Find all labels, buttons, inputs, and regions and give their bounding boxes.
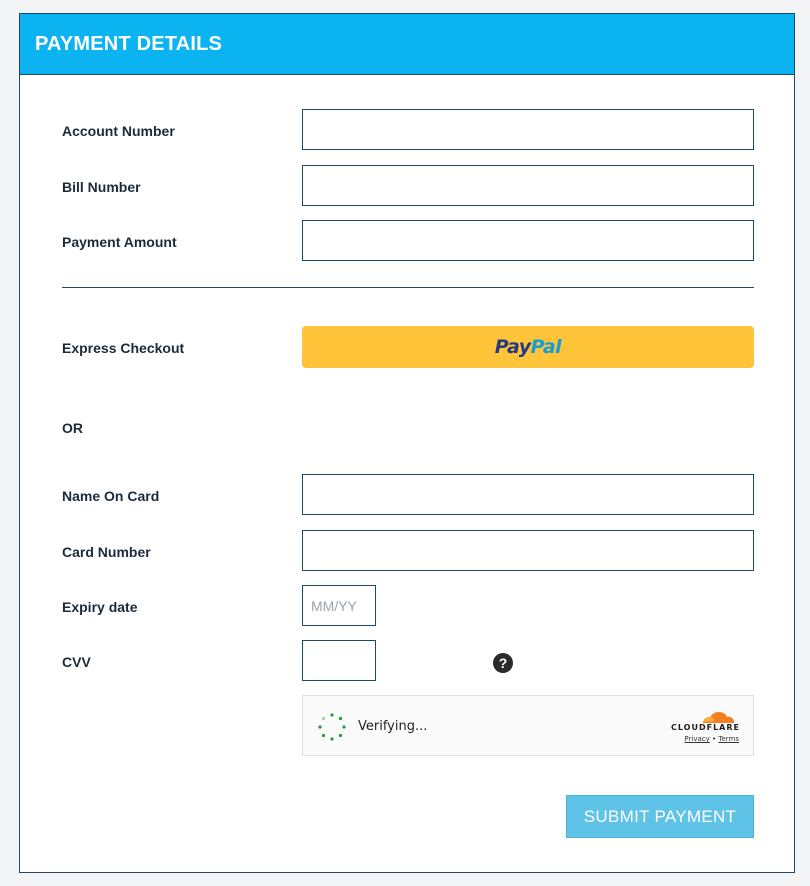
captcha-status-text: Verifying... [358, 719, 428, 734]
cvv-label: CVV [62, 654, 91, 670]
page-title: PAYMENT DETAILS [35, 33, 223, 55]
question-circle-icon[interactable]: ? [493, 653, 513, 673]
payment-details-panel [19, 13, 795, 873]
payment-amount-label: Payment Amount [62, 234, 177, 250]
name-on-card-input[interactable] [302, 474, 754, 515]
cvv-input[interactable] [302, 640, 376, 681]
payment-amount-input[interactable] [302, 220, 754, 261]
card-number-label: Card Number [62, 544, 151, 560]
express-checkout-label: Express Checkout [62, 340, 185, 356]
expiry-date-input[interactable] [302, 585, 376, 626]
name-on-card-label: Name On Card [62, 488, 160, 504]
submit-payment-button[interactable]: SUBMIT PAYMENT [566, 795, 754, 838]
paypal-button[interactable] [302, 326, 754, 368]
or-separator-text: OR [62, 420, 83, 436]
cloudflare-brand-text: CLOUDFLARE [671, 723, 740, 732]
card-number-input[interactable] [302, 530, 754, 571]
cloudflare-links [684, 735, 739, 743]
link-separator: • [712, 735, 717, 743]
account-number-input[interactable] [302, 109, 754, 150]
paypal-logo [495, 336, 561, 358]
account-number-label: Account Number [62, 123, 175, 139]
privacy-link[interactable]: Privacy [684, 735, 710, 743]
paypal-logo-pal: Pal [530, 336, 562, 358]
bill-number-input[interactable] [302, 165, 754, 206]
terms-link[interactable]: Terms [718, 735, 739, 743]
cloudflare-captcha-widget[interactable] [302, 695, 754, 756]
paypal-logo-pay: Pay [494, 336, 531, 358]
section-divider [62, 287, 754, 288]
bill-number-label: Bill Number [62, 179, 141, 195]
cloudflare-cloud-icon [669, 706, 739, 724]
expiry-date-label: Expiry date [62, 599, 138, 615]
loading-spinner-icon [317, 712, 347, 742]
panel-header [20, 14, 794, 75]
